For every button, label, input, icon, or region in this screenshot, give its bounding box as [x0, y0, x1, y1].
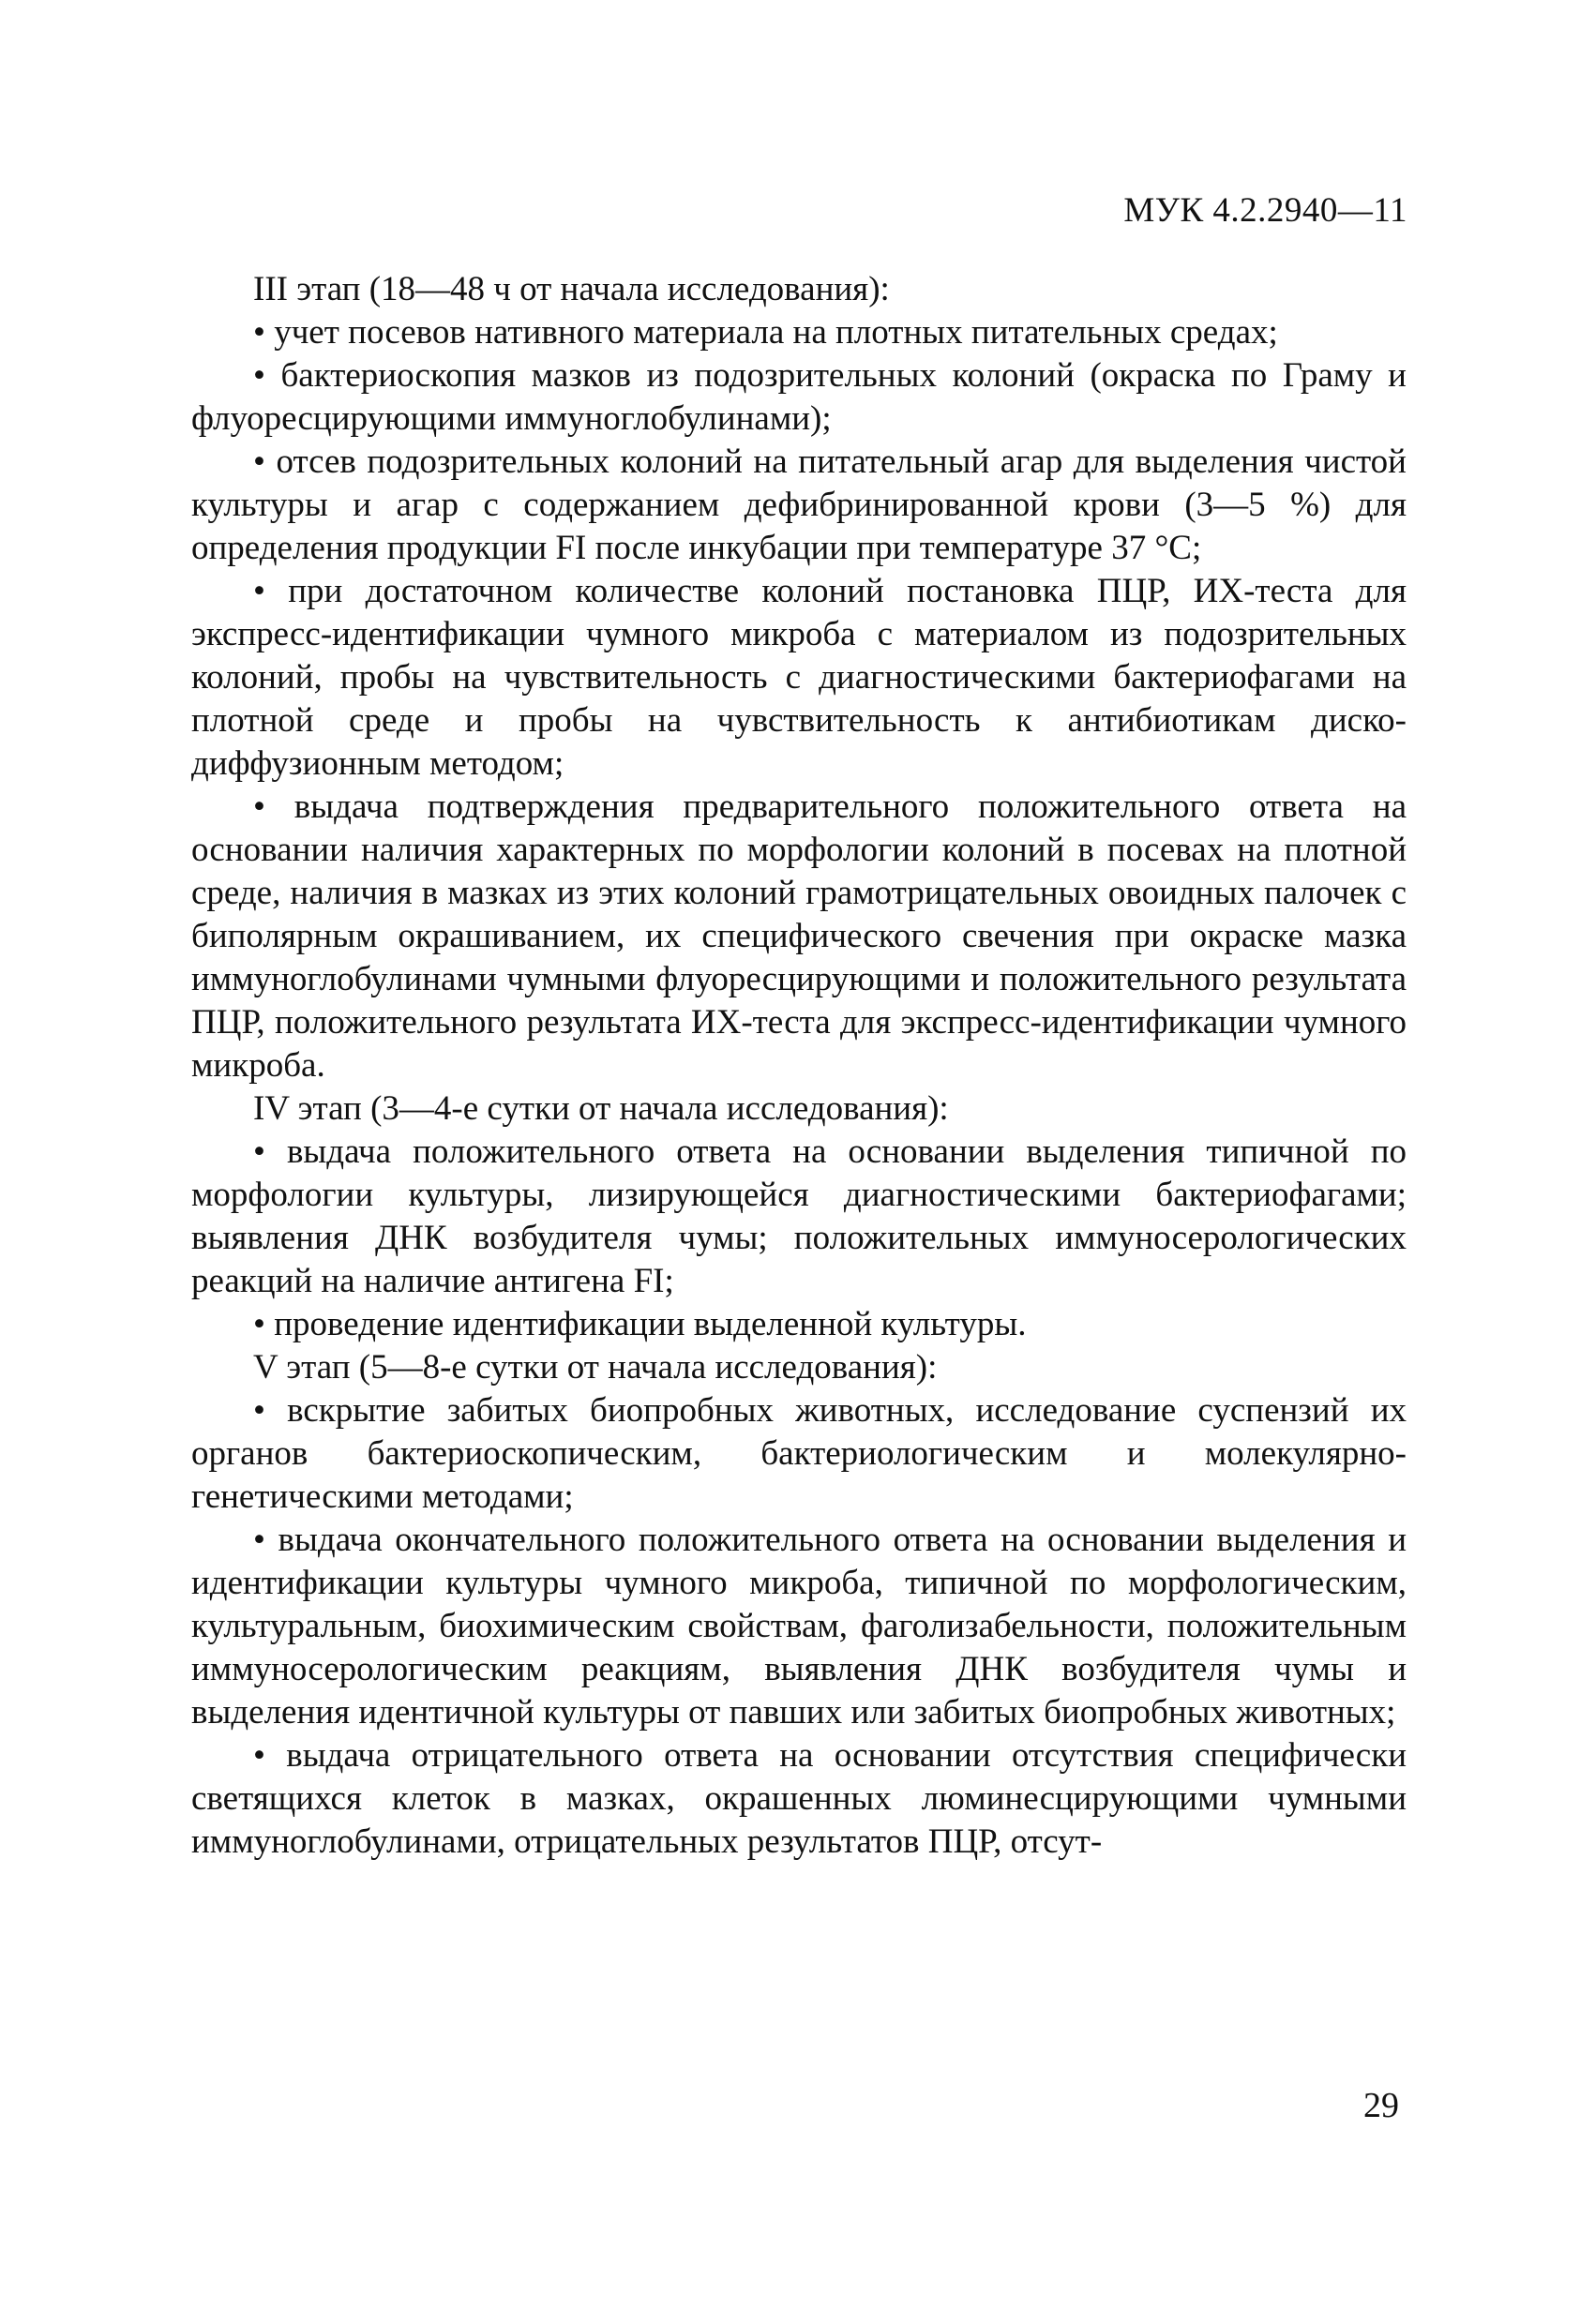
page-body	[191, 268, 1407, 1864]
stage-4-item: • выдача положительного ответа на основании выделения типичной по морфологии культуры, лизирующейся диагностическими бактериофагами; выявления ДНК возбудителя чумы; положительных иммуносерологических реакций на наличие антигена FI;	[191, 1132, 1407, 1300]
stage-4-heading: IV этап (3—4-е сутки от начала исследования):	[253, 1089, 949, 1128]
stage-3-item: • учет посевов нативного материала на плотных питательных средах;	[253, 313, 1278, 352]
page-number: 29	[1363, 2086, 1399, 2125]
stage-5-item: • вскрытие забитых биопробных животных, исследование суспензий их органов бактериоскопическим, бактериологическим и молекулярно-генетическими методами;	[191, 1391, 1407, 1516]
stage-3-item: • бактериоскопия мазков из подозрительных колоний (окраска по Граму и флуоресцирующими иммуноглобулинами);	[191, 356, 1407, 438]
stage-3-heading: III этап (18—48 ч от начала исследования):	[253, 270, 890, 308]
stage-3-item: • отсев подозрительных колоний на питательный агар для выделения чистой культуры и агар с содержанием дефибринированной крови (3—5 %) для определения продукции FI после инкубации при температуре 37 °С;	[191, 442, 1407, 567]
stage-4-item: • проведение идентификации выделенной культуры.	[253, 1305, 1027, 1343]
stage-3-item: • при достаточном количестве колоний постановка ПЦР, ИХ-теста для экспресс-идентификации чумного микроба с материалом из подозрительных колоний, пробы на чувствительность с диагностическими бактериофагами на плотной среде и пробы на чувствительность к антибиотикам диско-диффузионным методом;	[191, 572, 1407, 783]
document-code: МУК 4.2.2940—11	[1123, 191, 1407, 230]
stage-3-item: • выдача подтверждения предварительного положительного ответа на основании наличия характерных по морфологии колоний в посевах на плотной среде, наличия в мазках из этих колоний грамотрицательных овоидных палочек с биполярным окрашиванием, их специфического свечения при окраске мазка иммуноглобулинами чумными флуоресцирующими и положительного результата ПЦР, положительного результата ИХ-теста для экспресс-идентификации чумного микроба.	[191, 787, 1407, 1085]
stage-5-item: • выдача отрицательного ответа на основании отсутствия специфически светящихся клеток в мазках, окрашенных люминесцирующими чумными иммуноглобулинами, отрицательных результатов ПЦР, отсут-	[191, 1736, 1407, 1861]
stage-5-heading: V этап (5—8-е сутки от начала исследования):	[253, 1348, 938, 1387]
stage-5-item: • выдача окончательного положительного ответа на основании выделения и идентификации культуры чумного микроба, типичной по морфологическим, культуральным, биохимическим свойствам, фаголизабельности, положительным иммуносерологическим реакциям, выявления ДНК возбудителя чумы и выделения идентичной культуры от павших или забитых биопробных животных;	[191, 1521, 1407, 1732]
